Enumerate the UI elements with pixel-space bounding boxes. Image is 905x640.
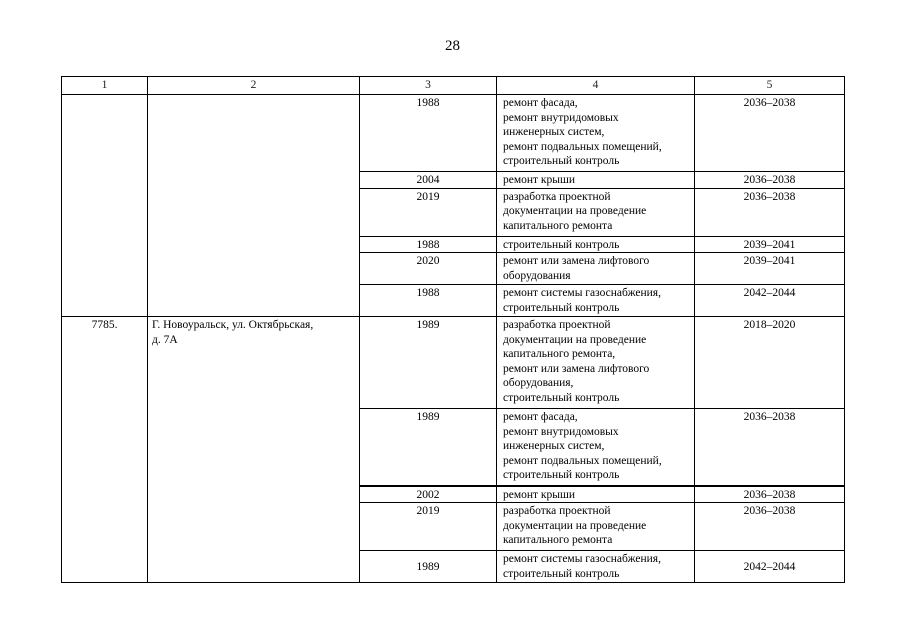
year-cell: 1989 bbox=[360, 551, 497, 583]
year-cell: 2019 bbox=[360, 503, 497, 551]
works-cell: разработка проектной документации на проведение капитального ремонта bbox=[497, 188, 695, 236]
year-cell: 1988 bbox=[360, 236, 497, 253]
works-cell: ремонт или замена лифтового оборудования bbox=[497, 253, 695, 285]
column-header-4: 4 bbox=[497, 77, 695, 95]
period-cell: 2036–2038 bbox=[695, 95, 845, 172]
period-cell: 2039–2041 bbox=[695, 236, 845, 253]
works-cell: ремонт крыши bbox=[497, 172, 695, 189]
capital-repair-table bbox=[61, 76, 845, 583]
year-cell: 1989 bbox=[360, 317, 497, 409]
year-cell: 2020 bbox=[360, 253, 497, 285]
works-cell: ремонт системы газоснабжения, строительный контроль bbox=[497, 285, 695, 317]
column-number-row bbox=[62, 77, 845, 95]
period-cell: 2036–2038 bbox=[695, 172, 845, 189]
column-header-2: 2 bbox=[148, 77, 360, 95]
works-cell: разработка проектной документации на проведение капитального ремонта, ремонт или замена лифтового оборудования, строительный контроль bbox=[497, 317, 695, 409]
year-cell: 1988 bbox=[360, 285, 497, 317]
period-cell: 2042–2044 bbox=[695, 285, 845, 317]
table-row bbox=[62, 95, 845, 172]
period-cell: 2036–2038 bbox=[695, 409, 845, 486]
works-cell: строительный контроль bbox=[497, 236, 695, 253]
column-header-5: 5 bbox=[695, 77, 845, 95]
address-cell: Г. Новоуральск, ул. Октябрьская, д. 7А bbox=[148, 317, 360, 583]
period-cell: 2042–2044 bbox=[695, 551, 845, 583]
row-number-cell bbox=[62, 95, 148, 317]
period-cell: 2039–2041 bbox=[695, 253, 845, 285]
works-cell: ремонт крыши bbox=[497, 486, 695, 503]
period-cell: 2036–2038 bbox=[695, 503, 845, 551]
row-number-cell: 7785. bbox=[62, 317, 148, 583]
address-cell bbox=[148, 95, 360, 317]
column-header-1: 1 bbox=[62, 77, 148, 95]
page-number: 28 bbox=[445, 38, 460, 54]
column-header-3: 3 bbox=[360, 77, 497, 95]
period-cell: 2018–2020 bbox=[695, 317, 845, 409]
works-cell: ремонт фасада, ремонт внутридомовых инженерных систем, ремонт подвальных помещений, строительный контроль bbox=[497, 409, 695, 486]
works-cell: ремонт фасада, ремонт внутридомовых инженерных систем, ремонт подвальных помещений, строительный контроль bbox=[497, 95, 695, 172]
year-cell: 2004 bbox=[360, 172, 497, 189]
year-cell: 2002 bbox=[360, 486, 497, 503]
period-cell: 2036–2038 bbox=[695, 188, 845, 236]
year-cell: 1989 bbox=[360, 409, 497, 486]
year-cell: 1988 bbox=[360, 95, 497, 172]
table-row bbox=[62, 317, 845, 409]
period-cell: 2036–2038 bbox=[695, 486, 845, 503]
works-cell: ремонт системы газоснабжения, строительный контроль bbox=[497, 551, 695, 583]
works-cell: разработка проектной документации на проведение капитального ремонта bbox=[497, 503, 695, 551]
year-cell: 2019 bbox=[360, 188, 497, 236]
